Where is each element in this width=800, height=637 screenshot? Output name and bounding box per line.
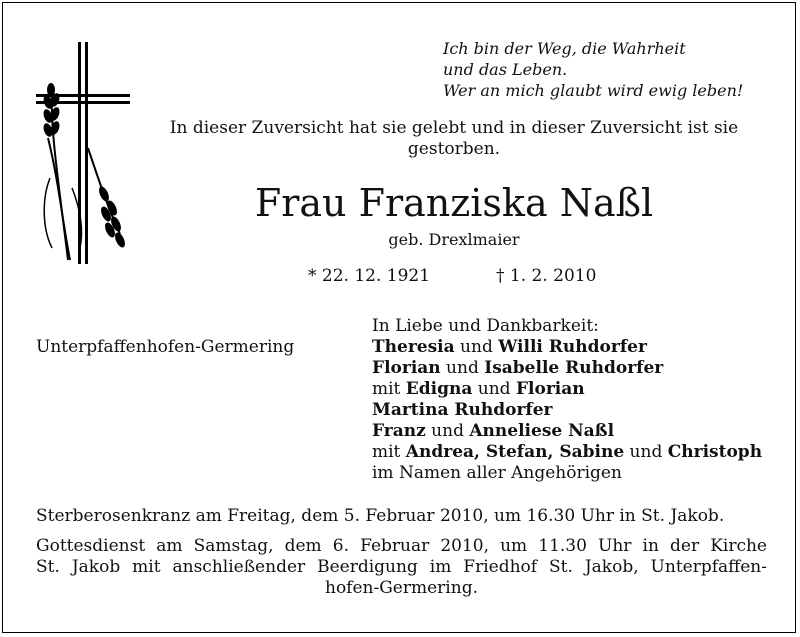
mourner-name: Florian bbox=[372, 358, 441, 378]
death-date: † 1. 2. 2010 bbox=[496, 266, 597, 286]
mourner-name: Franz bbox=[372, 421, 426, 441]
mourner-name: Isabelle Ruhdorfer bbox=[484, 358, 664, 378]
connector: mit bbox=[372, 379, 406, 399]
mourner-line bbox=[372, 337, 762, 358]
mourner-name: Theresia bbox=[372, 337, 455, 357]
connector: mit bbox=[372, 442, 406, 462]
mourner-name: Florian bbox=[515, 379, 585, 399]
service-line: St. Jakob mit anschließender Beerdigung im Friedhof St. Jakob, Unterpfaffen- bbox=[36, 557, 767, 577]
mourner-line bbox=[372, 358, 762, 379]
connector: und bbox=[624, 442, 668, 462]
service-line: hofen-Germering. bbox=[325, 578, 478, 598]
connector: und bbox=[425, 421, 470, 441]
funeral-service-notice bbox=[36, 536, 767, 599]
mourners-closing: im Namen aller Angehörigen bbox=[372, 463, 622, 483]
mourner-name: Andrea, Stefan, Sabine bbox=[405, 442, 625, 462]
cross-with-wheat-icon bbox=[28, 38, 140, 268]
mourner-line bbox=[372, 421, 762, 442]
mourner-name: Willi Ruhdorfer bbox=[498, 337, 647, 357]
mourner-line bbox=[372, 379, 762, 400]
connector: und bbox=[472, 379, 516, 399]
mourners-heading: In Liebe und Dankbarkeit: bbox=[372, 316, 599, 336]
rosary-notice: Sterberosenkranz am Freitag, dem 5. Februar 2010, um 16.30 Uhr in St. Jakob. bbox=[36, 506, 725, 526]
mourner-name: Anneliese Naßl bbox=[469, 421, 615, 441]
mourner-name: Christoph bbox=[667, 442, 763, 462]
quote-line: und das Leben. bbox=[443, 60, 568, 79]
birth-name: geb. Drexlmaier bbox=[388, 230, 520, 249]
mourner-line bbox=[372, 442, 762, 463]
mourners-list bbox=[372, 316, 762, 484]
birth-date: * 22. 12. 1921 bbox=[308, 266, 431, 286]
mourner-name: Edigna bbox=[405, 379, 473, 399]
connector: und bbox=[454, 337, 499, 357]
place-of-residence: Unterpfaffenhofen-Germering bbox=[36, 337, 295, 357]
connector: und bbox=[440, 358, 485, 378]
mourner-line: Martina Ruhdorfer bbox=[372, 400, 553, 420]
deceased-name: Frau Franziska Naßl bbox=[254, 181, 654, 225]
service-line: Gottesdienst am Samstag, dem 6. Februar 2010, um 11.30 Uhr in der Kirche bbox=[36, 536, 767, 556]
quote-line: Ich bin der Weg, die Wahrheit bbox=[443, 39, 686, 58]
quote-line: Wer an mich glaubt wird ewig leben! bbox=[443, 81, 744, 100]
bible-quote bbox=[443, 38, 743, 101]
intro-text: In dieser Zuversicht hat sie gelebt und in dieser Zuversicht ist sie gestorben. bbox=[169, 118, 739, 159]
